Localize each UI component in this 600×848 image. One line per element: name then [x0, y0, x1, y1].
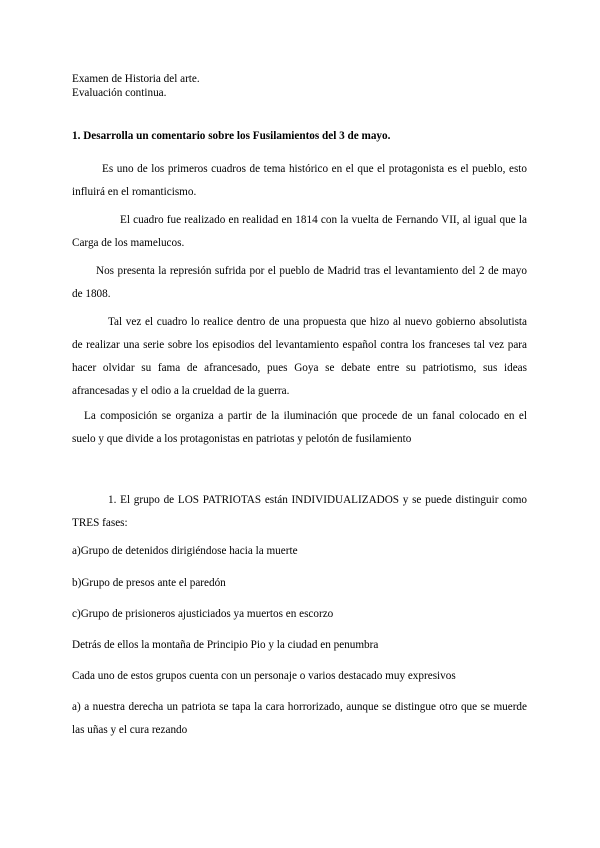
paragraph-1: Es uno de los primeros cuadros de tema histórico en el que el protagonista es el pueblo, esto influirá en el romanticismo.	[72, 163, 527, 198]
background-description: Detrás de ellos la montaña de Principio Pio y la ciudad en penumbra	[72, 639, 379, 651]
paragraph-5: La composición se organiza a partir de la iluminación que procede de un fanal colocado en el suelo y que divide a los protagonistas en patriotas y pelotón de fusilamiento	[72, 410, 527, 445]
paragraph-4: Tal vez el cuadro lo realice dentro de una propuesta que hizo al nuevo gobierno absolutista de realizar una serie sobre los episodios del levantamiento español contra los franceses tal vez para hacer olvidar su fama de afrancesado, pues Goya se debate entre su patriotismo, sus ideas afrancesadas y el odio a la crueldad de la guerra.	[72, 316, 527, 397]
groups-description: Cada uno de estos grupos cuenta con un personaje o varios destacado muy expresivos	[72, 670, 456, 682]
phase-c: c)Grupo de prisioneros ajusticiados ya muertos en escorzo	[72, 608, 334, 620]
paragraph-3: Nos presenta la represión sufrida por el pueblo de Madrid tras el levantamiento del 2 de mayo de 1808.	[72, 265, 527, 300]
list-item-patriots: 1. El grupo de LOS PATRIOTAS están INDIVIDUALIZADOS y se puede distinguir como TRES fases:	[72, 494, 527, 529]
detail-a: a) a nuestra derecha un patriota se tapa la cara horrorizado, aunque se distingue otro que se muerde las uñas y el cura rezando	[72, 701, 527, 736]
phase-a: a)Grupo de detenidos dirigiéndose hacia la muerte	[72, 545, 298, 557]
paragraph-2: El cuadro fue realizado en realidad en 1814 con la vuelta de Fernando VII, al igual que la Carga de los mamelucos.	[72, 214, 527, 249]
question-title: 1. Desarrolla un comentario sobre los Fusilamientos del 3 de mayo.	[72, 130, 391, 142]
header-course: Examen de Historia del arte.	[72, 73, 200, 85]
phase-b: b)Grupo de presos ante el paredón	[72, 577, 226, 589]
header-evaluation: Evaluación continua.	[72, 87, 167, 99]
